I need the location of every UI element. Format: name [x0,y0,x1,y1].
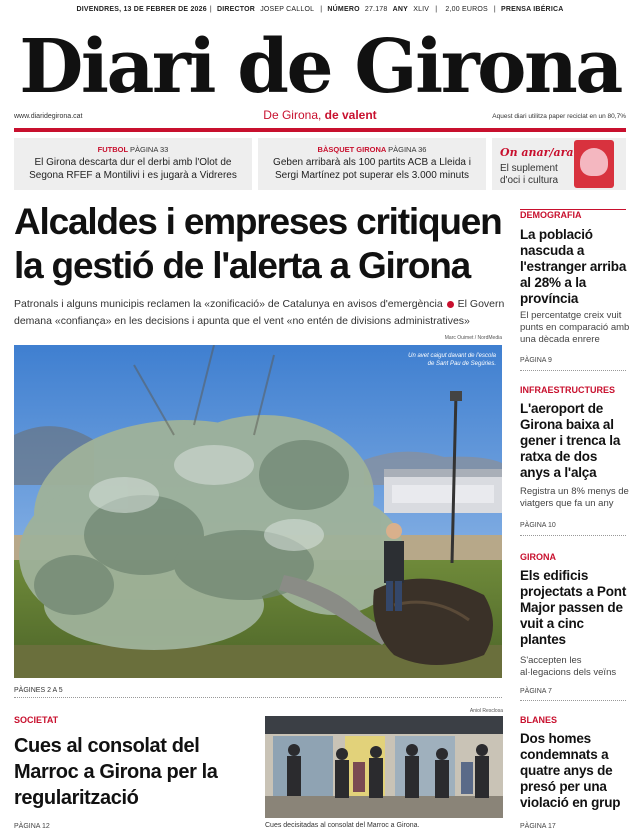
heart-icon [580,148,608,176]
bottom-photo-credit: Aniol Resclosa [469,708,503,714]
teaser-text: Geben arribarà als 100 partits ACB a Lleida i Sergi Martínez pot superar els 3.000 minuts [273,157,471,181]
supplement-text: El suplement d'oci i cultura [500,163,559,186]
sidebar-sub: Registra un 8% menys de viatgers que fa un any [520,486,629,509]
divider [520,535,626,536]
teaser-basketball[interactable] [258,138,486,190]
slogan-part2: de valent [324,108,377,122]
photo-caption: Un avet caigut davant de l'escola de Sant Pau de Segúries. [408,353,496,367]
bottom-photo[interactable] [265,716,503,818]
divider [520,700,626,701]
number-label: NÚMERO [327,6,360,13]
sidebar-sub: S'accepten les al·legacions dels veïns [520,655,617,678]
masthead-rule [14,128,626,132]
bottom-kicker: SOCIETAT [14,715,59,725]
sidebar-kicker: GIRONA [520,552,556,562]
publisher-group: PRENSA IBÉRICA [501,6,564,13]
bottom-headline[interactable]: Cues al consolat del Marroc a Girona per la regularització [14,735,218,809]
subhead-part2: El Govern demana «confiança» en les decisions i apunta que el vent «no entén de divisions administratives» [14,298,505,327]
sidebar-page: PÀGINA 9 [520,357,552,364]
edition-date: DIVENDRES, 13 DE FEBRER DE 2026 [76,6,207,13]
edition-meta: DIVENDRES, 13 DE FEBRER DE 2026 | DIRECTOR JOSEP CALLOL | NÚMERO 27.178 ANY XLIV | 2,00 EUROS | PRENSA IBÉRICA [76,6,564,13]
director-label: DIRECTOR [217,6,256,13]
teaser-page: PÀGINA 33 [130,145,169,154]
sidebar-kicker: INFRAESTRUCTURES [520,385,616,395]
teaser-football[interactable] [14,138,252,190]
sidebar-page: PÀGINA 10 [520,522,556,529]
main-subhead [14,296,506,330]
recycle-note: Aquest diari utilitza paper reciclat en un 80,7% [492,113,626,120]
sidebar-page: PÀGINA 17 [520,823,556,830]
sidebar-kicker: BLANES [520,715,558,725]
edition-number: 27.178 [364,6,388,13]
edition-year: XLIV [413,6,430,13]
photo-credit: Marc Ouimet / NordMedia [444,335,502,341]
sidebar-kicker: DEMOGRAFIA [520,210,582,220]
teaser-text: El Girona descarta dur el derbi amb l'Olot de Segona RFEF a Montilivi i es jugarà a Vidreres [29,157,237,181]
bottom-page: PÀGINA 12 [14,823,50,830]
fallen-tree-illustration [14,345,502,678]
year-label: ANY [392,6,409,13]
divider [520,370,626,371]
teaser-page: PÀGINA 36 [388,145,427,154]
bullet-icon [447,301,454,308]
teaser-kicker: FUTBOL [97,145,128,154]
supplement-logo: On anar/ara [500,146,574,159]
sidebar-page: PÀGINA 7 [520,688,552,695]
bottom-photo-caption: Cues decisitadas al consolat del Marroc a Girona. [265,822,420,829]
site-url[interactable]: www.diaridegirona.cat [14,113,83,120]
main-pages: PÀGINES 2 A 5 [14,687,63,694]
sidebar-title[interactable]: La població nascuda a l'estranger arriba al 28% a la província [520,227,627,306]
sidebar-sub: El percentatge creix vuit punts en comparació amb una dècada enrere [520,310,630,345]
main-headline[interactable]: Alcaldes i empreses critiquen la gestió de l'alerta a Girona [14,201,502,286]
slogan-part1: De Girona, [263,108,325,122]
director-name: JOSEP CALLOL [260,6,315,13]
main-photo[interactable] [14,345,502,678]
divider [14,697,502,698]
masthead-logo[interactable]: Diari de Girona [19,24,621,110]
supplement-cover-image [574,140,614,188]
sidebar-title[interactable]: Dos homes condemnats a quatre anys de presó per una violació en grup [520,731,621,810]
sidebar-title[interactable]: L'aeroport de Girona baixa al gener i trenca la ratxa de dos anys a l'alça [520,401,621,480]
queue-illustration [265,716,503,818]
price: 2,00 EUROS [445,6,488,13]
sidebar-title[interactable]: Els edificis projectats a Pont Major passen de vuit a cinc plantes [520,568,627,647]
teaser-kicker: BÀSQUET GIRONA [317,145,387,154]
subhead-part1: Patronals i alguns municipis reclamen la «zonificació» de Catalunya en avisos d'emergència [14,298,443,310]
